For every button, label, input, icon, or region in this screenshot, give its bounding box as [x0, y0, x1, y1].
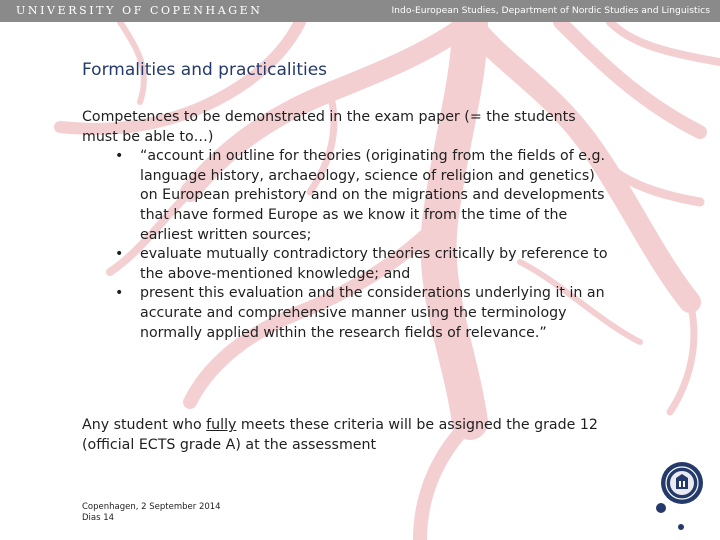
closing-text-start: Any student who	[82, 417, 207, 433]
list-item	[82, 245, 612, 284]
slide-body	[82, 108, 612, 343]
bullet-icon: •	[115, 246, 124, 263]
university-seal-icon	[660, 461, 704, 505]
decor-dot	[678, 524, 684, 530]
list-item-text: evaluate mutually contradictory theories critically by reference to the above-mentioned knowledge; and	[140, 246, 608, 282]
slide-number: Dias 14	[82, 513, 115, 523]
header-bar	[0, 0, 720, 22]
list-item-text: “account in outline for theories (originating from the fields of e.g. language history, archaeology, science of religion and genetics) on European prehistory and on the migrations and developments that have formed Europe as we know it from the time of the earliest written sources;	[140, 148, 605, 243]
closing-text-end: meets these criteria will be assigned the grade 12 (official ECTS grade A) at the assessment	[82, 417, 598, 453]
list-item-text: present this evaluation and the considerations underlying it in an accurate and comprehensive manner using the terminology normally applied within the research fields of relevance.”	[140, 285, 605, 341]
bullet-icon: •	[115, 148, 124, 165]
department-name: Indo-European Studies, Department of Nordic Studies and Linguistics	[391, 5, 710, 16]
footer-place-date: Copenhagen, 2 September 2014	[82, 502, 221, 512]
intro-text: Competences to be demonstrated in the exam paper (= the students must be able to…)	[82, 109, 576, 145]
list-item	[82, 284, 612, 343]
footer	[82, 502, 221, 524]
slide-title: Formalities and practicalities	[82, 60, 328, 80]
closing-text	[82, 415, 622, 455]
bullet-icon: •	[115, 285, 124, 302]
emphasis-word: fully	[206, 417, 237, 433]
university-name: UNIVERSITY OF COPENHAGEN	[16, 4, 263, 17]
criteria-list	[82, 147, 612, 343]
list-item	[82, 147, 612, 245]
decor-dot	[656, 503, 666, 513]
